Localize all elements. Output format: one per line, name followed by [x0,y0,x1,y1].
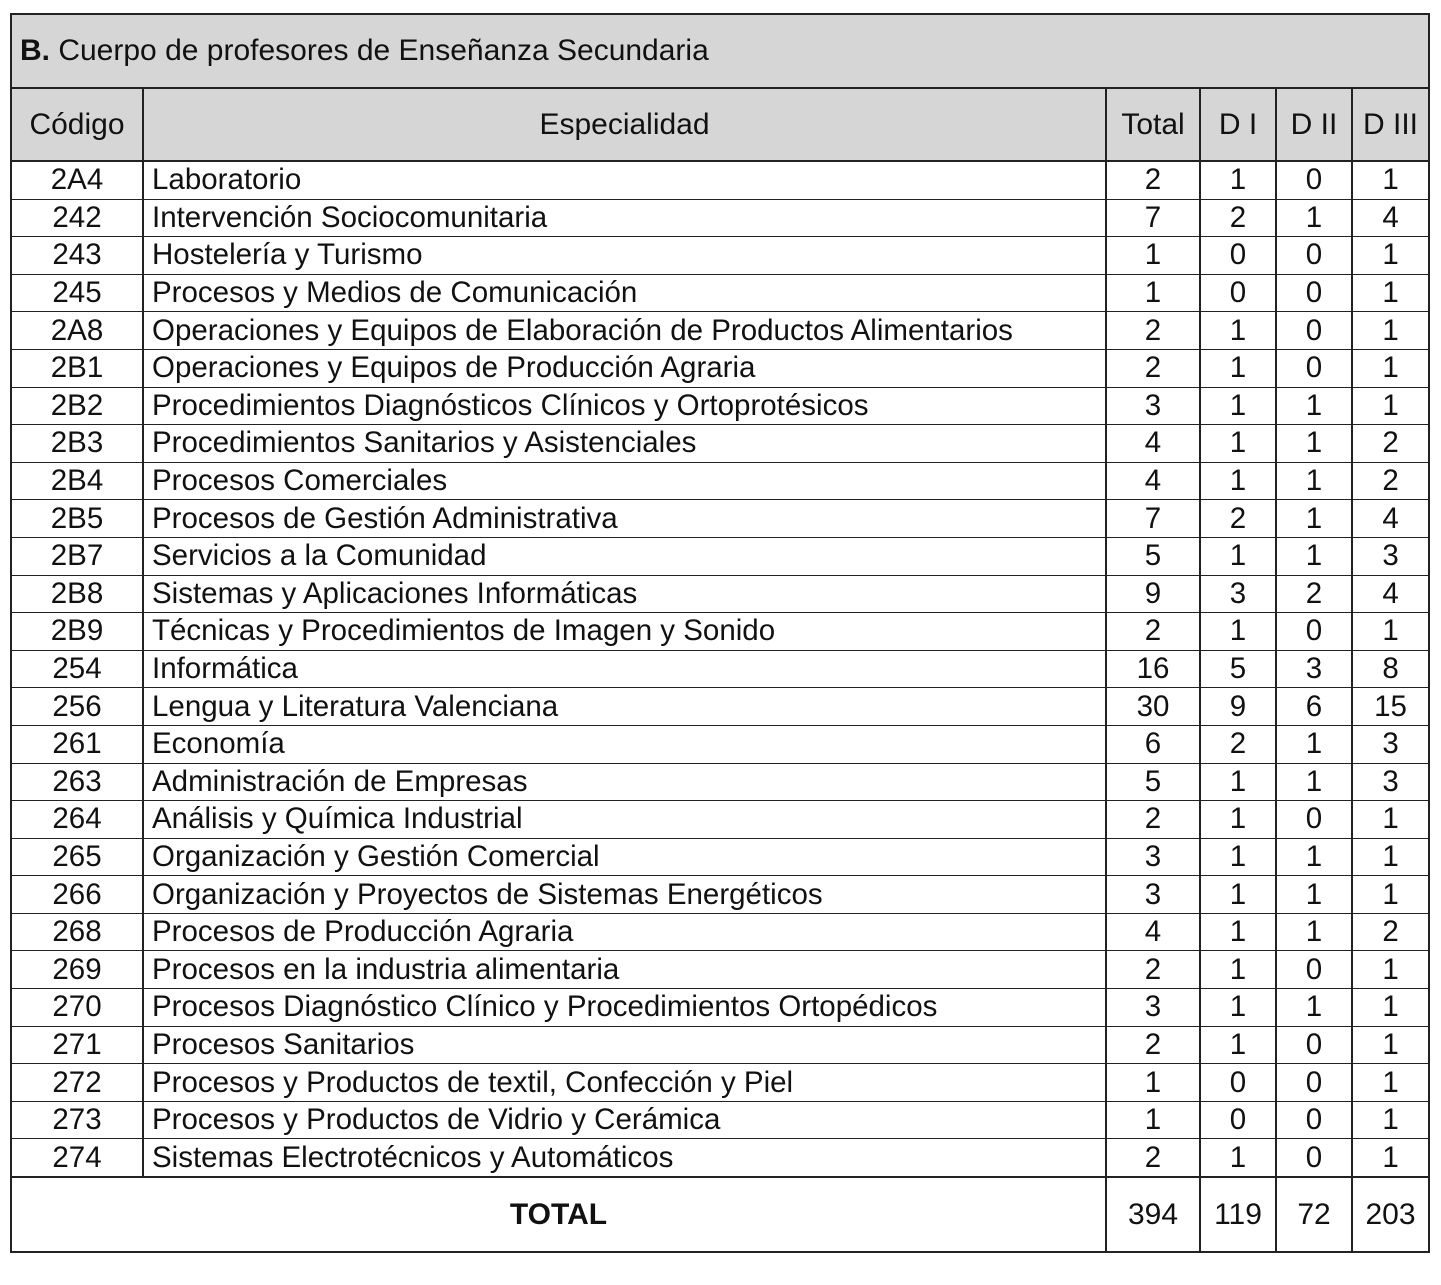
table-title-prefix: B. [20,34,50,67]
table-row [11,537,1429,575]
cell-total: 2 [1106,349,1200,387]
table-row [11,613,1429,651]
cell-d2: 3 [1276,650,1352,688]
table-title [11,14,1429,88]
cell-especialidad: Procedimientos Diagnósticos Clínicos y Ortoprotésicos [143,387,1106,425]
cell-d3: 4 [1352,575,1429,613]
cell-d1: 2 [1200,500,1276,538]
cell-codigo: 264 [11,801,143,839]
cell-d2: 1 [1276,387,1352,425]
cell-especialidad: Procedimientos Sanitarios y Asistenciales [143,425,1106,463]
cell-total: 4 [1106,462,1200,500]
cell-d2: 0 [1276,312,1352,350]
cell-codigo: 2A8 [11,312,143,350]
cell-especialidad: Procesos de Producción Agraria [143,913,1106,951]
cell-especialidad: Análisis y Química Industrial [143,801,1106,839]
cell-d3: 1 [1352,161,1429,199]
cell-especialidad: Servicios a la Comunidad [143,537,1106,575]
table-row [11,462,1429,500]
cell-d1: 1 [1200,537,1276,575]
cell-d2: 0 [1276,161,1352,199]
cell-codigo: 2B7 [11,537,143,575]
totals-total: 394 [1106,1177,1200,1252]
cell-total: 2 [1106,161,1200,199]
cell-d3: 1 [1352,1139,1429,1177]
cell-total: 3 [1106,387,1200,425]
cell-total: 2 [1106,1026,1200,1064]
cell-codigo: 2B1 [11,349,143,387]
cell-codigo: 254 [11,650,143,688]
cell-codigo: 273 [11,1101,143,1139]
header-codigo: Código [11,88,143,161]
cell-total: 3 [1106,876,1200,914]
table-row [11,1064,1429,1102]
header-d2: D II [1276,88,1352,161]
cell-total: 1 [1106,237,1200,275]
cell-d2: 6 [1276,688,1352,726]
header-d1: D I [1200,88,1276,161]
cell-especialidad: Economía [143,725,1106,763]
cell-codigo: 2A4 [11,161,143,199]
cell-d2: 0 [1276,274,1352,312]
cell-codigo: 242 [11,199,143,237]
cell-d3: 1 [1352,387,1429,425]
cell-codigo: 272 [11,1064,143,1102]
cell-d1: 1 [1200,312,1276,350]
cell-especialidad: Procesos y Medios de Comunicación [143,274,1106,312]
table-row [11,349,1429,387]
cell-d3: 1 [1352,1101,1429,1139]
cell-d2: 0 [1276,801,1352,839]
cell-total: 2 [1106,613,1200,651]
cell-d3: 4 [1352,199,1429,237]
totals-d3: 203 [1352,1177,1429,1252]
cell-codigo: 245 [11,274,143,312]
cell-d2: 1 [1276,500,1352,538]
cell-d3: 1 [1352,989,1429,1027]
cell-d3: 1 [1352,1064,1429,1102]
cell-total: 4 [1106,425,1200,463]
cell-d2: 0 [1276,1064,1352,1102]
cell-especialidad: Procesos y Productos de textil, Confección y Piel [143,1064,1106,1102]
cell-total: 6 [1106,725,1200,763]
table-title-row [11,14,1429,88]
cell-total: 16 [1106,650,1200,688]
cell-especialidad: Sistemas Electrotécnicos y Automáticos [143,1139,1106,1177]
cell-d1: 1 [1200,801,1276,839]
table-row [11,838,1429,876]
cell-total: 2 [1106,1139,1200,1177]
table-row [11,500,1429,538]
cell-especialidad: Operaciones y Equipos de Producción Agraria [143,349,1106,387]
cell-d2: 0 [1276,1026,1352,1064]
cell-codigo: 2B2 [11,387,143,425]
table-row [11,951,1429,989]
cell-total: 1 [1106,274,1200,312]
cell-d1: 2 [1200,725,1276,763]
cell-total: 2 [1106,801,1200,839]
cell-d3: 15 [1352,688,1429,726]
cell-d3: 1 [1352,876,1429,914]
table-row [11,1101,1429,1139]
cell-codigo: 256 [11,688,143,726]
cell-codigo: 274 [11,1139,143,1177]
cell-codigo: 271 [11,1026,143,1064]
cell-d1: 1 [1200,349,1276,387]
cell-codigo: 2B4 [11,462,143,500]
cell-total: 7 [1106,199,1200,237]
cell-d1: 1 [1200,1026,1276,1064]
cell-total: 3 [1106,989,1200,1027]
cell-especialidad: Intervención Sociocomunitaria [143,199,1106,237]
cell-especialidad: Procesos de Gestión Administrativa [143,500,1106,538]
cell-especialidad: Procesos y Productos de Vidrio y Cerámica [143,1101,1106,1139]
cell-d2: 1 [1276,425,1352,463]
cell-d1: 1 [1200,838,1276,876]
cell-d3: 3 [1352,537,1429,575]
cell-d3: 1 [1352,237,1429,275]
table-row [11,237,1429,275]
cell-codigo: 265 [11,838,143,876]
cell-especialidad: Procesos Diagnóstico Clínico y Procedimientos Ortopédicos [143,989,1106,1027]
cell-codigo: 2B9 [11,613,143,651]
cell-codigo: 266 [11,876,143,914]
cell-d3: 3 [1352,725,1429,763]
table-row [11,989,1429,1027]
cell-d1: 0 [1200,1064,1276,1102]
cell-d1: 3 [1200,575,1276,613]
header-d3: D III [1352,88,1429,161]
table-row [11,913,1429,951]
cell-total: 30 [1106,688,1200,726]
cell-d3: 2 [1352,425,1429,463]
cell-total: 5 [1106,537,1200,575]
cell-especialidad: Operaciones y Equipos de Elaboración de Productos Alimentarios [143,312,1106,350]
table-body [11,161,1429,1177]
cell-total: 5 [1106,763,1200,801]
table-row [11,575,1429,613]
cell-d2: 0 [1276,1139,1352,1177]
table-row [11,801,1429,839]
cell-d2: 0 [1276,237,1352,275]
cell-d1: 1 [1200,425,1276,463]
cell-total: 1 [1106,1101,1200,1139]
cell-codigo: 2B8 [11,575,143,613]
cell-d2: 0 [1276,951,1352,989]
cell-d1: 0 [1200,274,1276,312]
table-row [11,876,1429,914]
cell-d2: 1 [1276,763,1352,801]
cell-d3: 4 [1352,500,1429,538]
table-row [11,650,1429,688]
cell-d3: 2 [1352,462,1429,500]
table-row [11,1026,1429,1064]
cell-especialidad: Procesos Comerciales [143,462,1106,500]
cell-d3: 1 [1352,1026,1429,1064]
cell-d3: 2 [1352,913,1429,951]
table-row [11,312,1429,350]
totals-d1: 119 [1200,1177,1276,1252]
cell-total: 9 [1106,575,1200,613]
totals-d2: 72 [1276,1177,1352,1252]
cell-d3: 1 [1352,951,1429,989]
cell-d1: 2 [1200,199,1276,237]
cell-d2: 1 [1276,838,1352,876]
cell-d2: 0 [1276,1101,1352,1139]
cell-d1: 1 [1200,462,1276,500]
cell-d2: 1 [1276,199,1352,237]
cell-d1: 0 [1200,1101,1276,1139]
table-row [11,425,1429,463]
cell-d1: 1 [1200,1139,1276,1177]
cell-d2: 1 [1276,876,1352,914]
cell-codigo: 269 [11,951,143,989]
cell-especialidad: Informática [143,650,1106,688]
cell-codigo: 2B3 [11,425,143,463]
table-row [11,199,1429,237]
cell-d1: 1 [1200,913,1276,951]
cell-codigo: 263 [11,763,143,801]
cell-d3: 1 [1352,349,1429,387]
table-row [11,387,1429,425]
cell-total: 4 [1106,913,1200,951]
cell-especialidad: Hostelería y Turismo [143,237,1106,275]
cell-d2: 1 [1276,725,1352,763]
cell-d1: 1 [1200,161,1276,199]
cell-especialidad: Sistemas y Aplicaciones Informáticas [143,575,1106,613]
table-row [11,763,1429,801]
cell-d1: 1 [1200,876,1276,914]
table-row [11,688,1429,726]
cell-codigo: 261 [11,725,143,763]
header-total: Total [1106,88,1200,161]
cell-d3: 1 [1352,274,1429,312]
cell-d2: 2 [1276,575,1352,613]
cell-d2: 1 [1276,989,1352,1027]
cell-total: 7 [1106,500,1200,538]
cell-especialidad: Lengua y Literatura Valenciana [143,688,1106,726]
cell-codigo: 243 [11,237,143,275]
cell-especialidad: Organización y Gestión Comercial [143,838,1106,876]
cell-d2: 1 [1276,537,1352,575]
cell-especialidad: Técnicas y Procedimientos de Imagen y Sonido [143,613,1106,651]
table-row [11,274,1429,312]
cell-especialidad: Procesos Sanitarios [143,1026,1106,1064]
totals-row [11,1177,1429,1252]
cell-d2: 0 [1276,613,1352,651]
cell-d3: 1 [1352,838,1429,876]
cell-d2: 1 [1276,913,1352,951]
cell-d2: 0 [1276,349,1352,387]
cell-total: 3 [1106,838,1200,876]
cell-d1: 1 [1200,763,1276,801]
totals-label: TOTAL [11,1177,1106,1252]
cell-d3: 8 [1352,650,1429,688]
cell-d1: 9 [1200,688,1276,726]
cell-d1: 1 [1200,951,1276,989]
cell-total: 2 [1106,951,1200,989]
cell-especialidad: Administración de Empresas [143,763,1106,801]
table-header-row [11,88,1429,161]
specialty-table [10,13,1430,1253]
table-row [11,1139,1429,1177]
cell-especialidad: Organización y Proyectos de Sistemas Energéticos [143,876,1106,914]
cell-codigo: 2B5 [11,500,143,538]
cell-total: 1 [1106,1064,1200,1102]
cell-d3: 1 [1352,801,1429,839]
cell-d2: 1 [1276,462,1352,500]
header-especialidad: Especialidad [143,88,1106,161]
cell-d1: 1 [1200,613,1276,651]
cell-d1: 0 [1200,237,1276,275]
cell-d3: 3 [1352,763,1429,801]
table-row [11,725,1429,763]
cell-d3: 1 [1352,613,1429,651]
cell-d3: 1 [1352,312,1429,350]
cell-especialidad: Procesos en la industria alimentaria [143,951,1106,989]
cell-total: 2 [1106,312,1200,350]
cell-codigo: 270 [11,989,143,1027]
table-title-text: Cuerpo de profesores de Enseñanza Secundaria [50,34,709,67]
table-container [10,13,1428,1253]
cell-especialidad: Laboratorio [143,161,1106,199]
cell-d1: 1 [1200,989,1276,1027]
cell-codigo: 268 [11,913,143,951]
cell-d1: 5 [1200,650,1276,688]
table-row [11,161,1429,199]
cell-d1: 1 [1200,387,1276,425]
